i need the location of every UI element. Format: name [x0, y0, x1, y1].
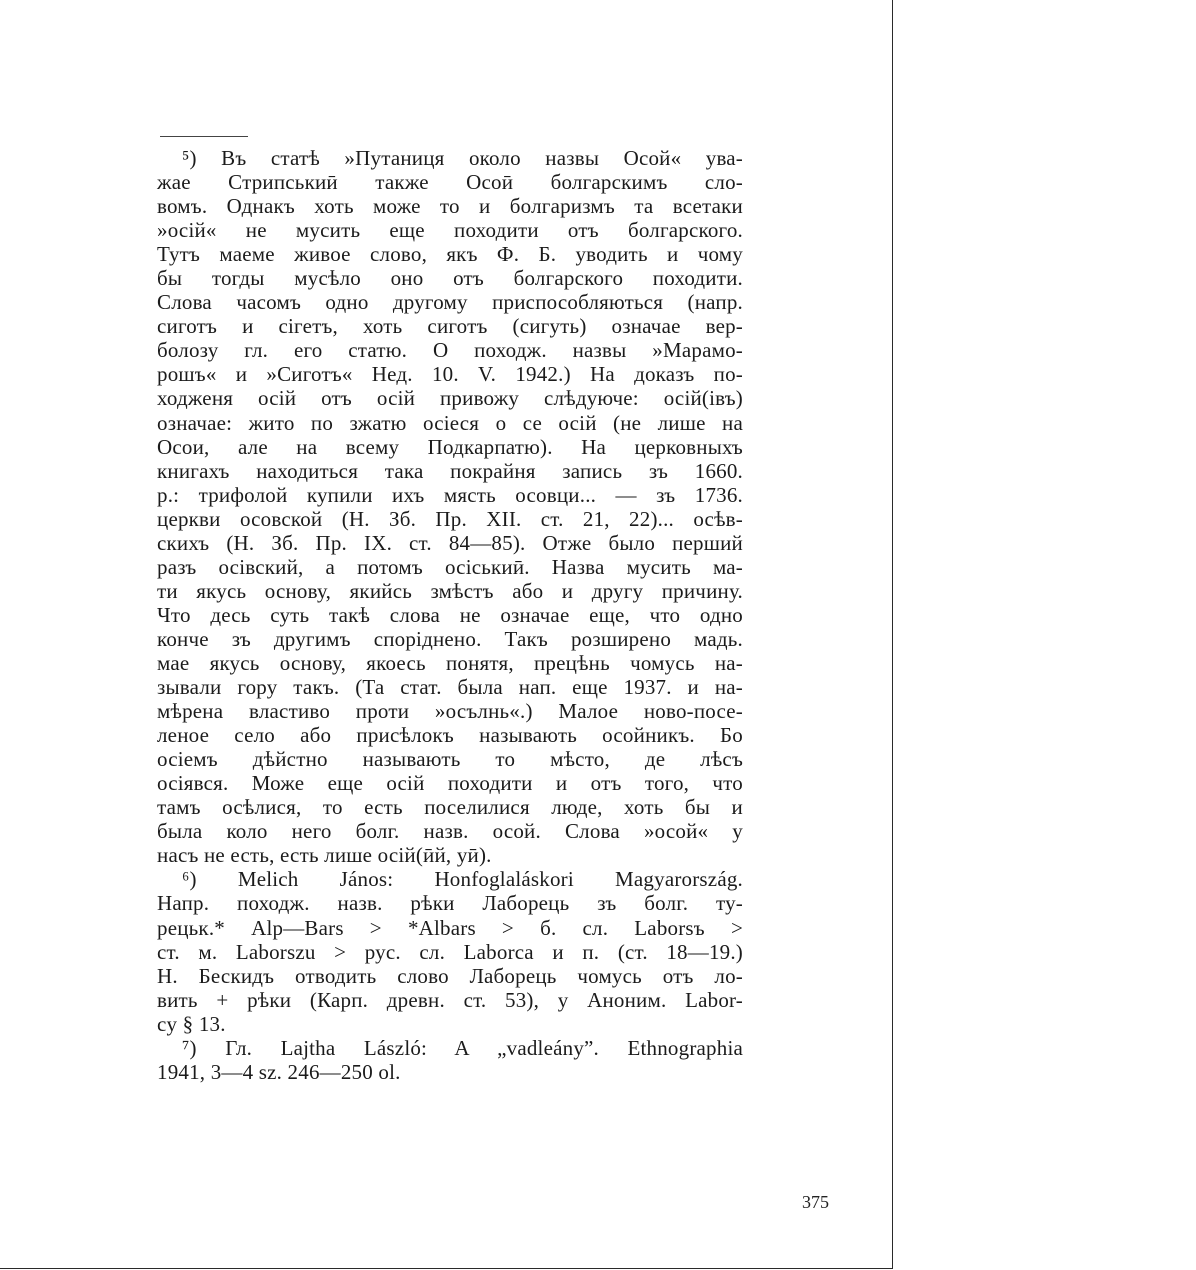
footnote-line: ст. м. Laborszu > рус. сл. Laborca и п. (ст. 18—19.)	[157, 939, 743, 964]
footnote-line: Н. Бескидъ отводить слово Лаборець чомусь отъ ло-	[157, 963, 743, 988]
footnote-line: 1941, 3—4 sz. 246—250 ol.	[157, 1059, 401, 1084]
footnote-line: рошъ« и »Сиготъ« Нед. 10. V. 1942.) На доказъ по-	[157, 362, 743, 387]
footnote-line: жае Стрипськиӣ также Осоӣ болгарскимъ сло-	[157, 170, 743, 195]
footnote-line: сиготъ и сігетъ, хоть сиготъ (сигуть) означае вер-	[157, 314, 743, 339]
footnote-line: вить + рѣки (Карп. древн. ст. 53), у Аноним. Labor-	[157, 987, 743, 1012]
footnote-6	[157, 867, 743, 1035]
footnote-line: леное село або присѣлокъ называють осойникъ. Бо	[157, 723, 743, 748]
footnote-line: насъ не есть, есть лише осій(ӣй, уӣ).	[157, 843, 492, 868]
footnote-line: р.: трифолой купили ихъ мясть осовци... — зъ 1736.	[157, 482, 743, 507]
footnote-line: Напр. походж. назв. рѣки Лаборець зъ болг. ту-	[157, 891, 743, 916]
footnote-line: Что десь суть такѣ слова не означае еще, что одно	[157, 602, 743, 627]
footnote-line: была коло него болг. назв. осой. Слова »осой« у	[157, 819, 743, 844]
footnote-line: конче зъ другимъ споріднено. Такъ розширено мадь.	[157, 626, 743, 651]
footnotes-block	[157, 146, 743, 1084]
page-number: 375	[802, 1192, 829, 1212]
footnote-line: тамъ осѣлися, то есть поселилися люде, хоть бы и	[157, 795, 743, 820]
footnote-line: бы тогды мусѣло оно отъ болгарского походити.	[157, 266, 743, 291]
footnote-line: »осій« не мусить еще походити отъ болгарского.	[157, 218, 743, 243]
footnote-line: ходженя осій отъ осій привожу слѣдуюче: осій(івъ)	[157, 386, 743, 411]
footnote-7	[157, 1036, 743, 1084]
footnote-line: рецьк.* Alp—Bars > *Albars > б. сл. Laborsъ >	[157, 915, 743, 940]
footnote-line: ти якусь основу, якийсь змѣстъ або и другу причину.	[157, 578, 743, 603]
footnote-line: Тутъ маеме живое слово, якъ Ф. Б. уводить и чому	[157, 242, 743, 267]
footnote-line: ⁵) Въ статѣ »Путаниця около назвы Осой« ува-	[182, 146, 743, 170]
footnote-line: мае якусь основу, якоесь понятя, прецѣнь чомусь на-	[157, 650, 743, 675]
footnote-line: ⁷) Гл. Lajtha László: A „vadleány”. Ethnographia	[182, 1035, 743, 1060]
footnote-line: книгахъ находиться така покрайня запись зъ 1660.	[157, 458, 743, 483]
footnote-line: разъ осівский, а потомъ осіськиӣ. Назва мусить ма-	[157, 554, 743, 579]
footnote-line: cy § 13.	[157, 1011, 226, 1036]
footnote-line: церкви осовской (Н. Зб. Пр. XII. ст. 21, 22)... осѣв-	[157, 506, 743, 531]
footnote-line: ⁶) Melich János: Honfoglaláskori Magyarország.	[182, 867, 743, 892]
footnote-line: Осои, але на всему Подкарпатю). На церковныхъ	[157, 434, 743, 459]
footnote-line: зывали гору такъ. (Та стат. была нап. еще 1937. и на-	[157, 675, 743, 700]
footnote-line: болозу гл. его статю. О походж. назвы »Марамо-	[157, 338, 743, 363]
footnote-line: осіявся. Може еще осій походити и отъ того, что	[157, 771, 743, 796]
footnote-separator-rule	[160, 136, 248, 137]
footnote-line: Слова часомъ одно другому приспособляються (напр.	[157, 290, 743, 315]
footnote-line: осіемъ дѣйстно называють то мѣсто, де лѣсъ	[157, 747, 743, 772]
footnote-5	[157, 146, 743, 867]
footnote-line: мѣрена властиво проти »осълнь«.) Малое ново-посе-	[157, 699, 743, 724]
footnote-line: вомъ. Однакъ хоть може то и болгаризмъ та всетаки	[157, 194, 743, 219]
footnote-line: означае: жито по зжатю осіеся о се осій (не лише на	[157, 410, 743, 435]
footnote-line: скихъ (Н. Зб. Пр. IX. ст. 84—85). Отже было перший	[157, 530, 743, 555]
